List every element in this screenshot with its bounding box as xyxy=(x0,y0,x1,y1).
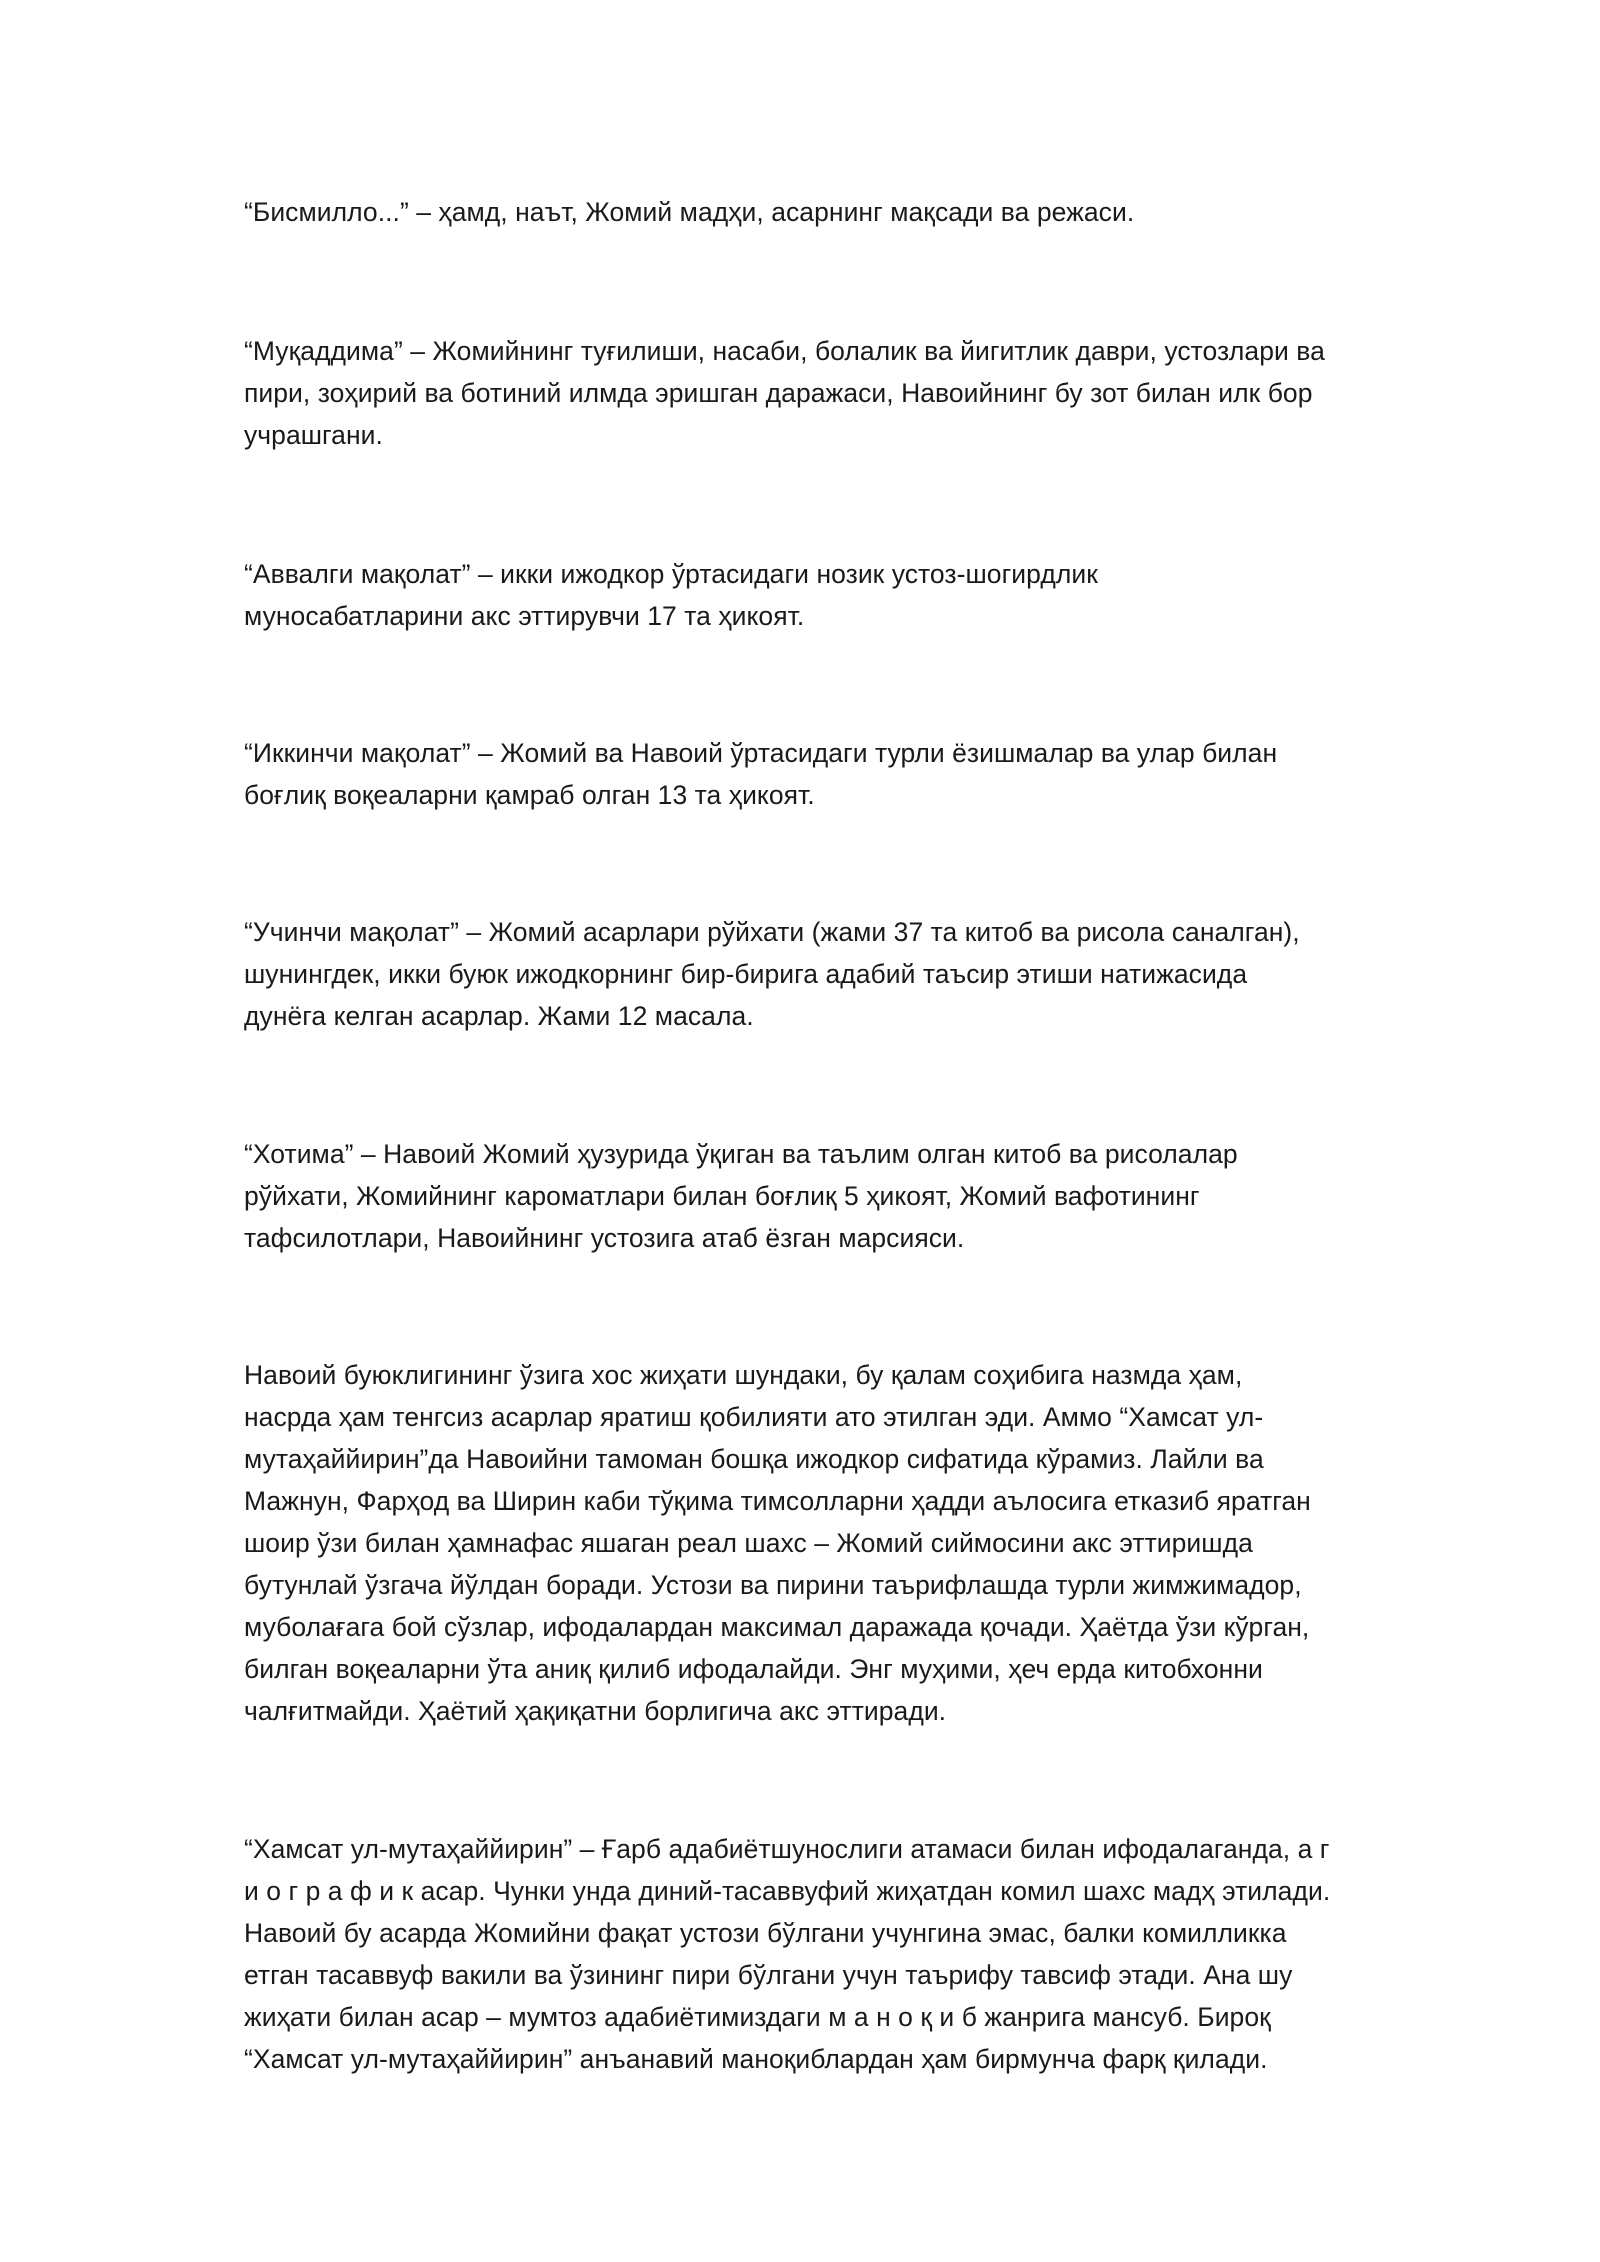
paragraph-muqaddima: “Муқаддима” – Жомийнинг туғилиши, насаби, болалик ва йигитлик даври, устозлари ва пири, зоҳирий ва ботиний илмда эришган даражаси, Навоийнинг бу зот билан илк бор учрашгани. xyxy=(244,336,1325,450)
paragraph-xotima: “Хотима” – Навоий Жомий ҳузурида ўқиган ва таълим олган китоб ва рисолалар рўйхати, Жомийнинг кароматлари билан боғлиқ 5 ҳикоят, Жомий вафотининг тафсилотлари, Навоийнинг устозига атаб ёзган марсияси. xyxy=(244,1139,1238,1253)
paragraph-bismillo: “Бисмилло...” – ҳамд, наът, Жомий мадҳи, асарнинг мақсади ва режаси. xyxy=(244,197,1135,227)
paragraph-avvalgi-maqolat: “Аввалги мақолат” – икки ижодкор ўртасидаги нозик устоз-шогирдлик муносабатларини акс эттирувчи 17 та ҳикоят. xyxy=(244,559,1098,631)
paragraph-ikkinchi-maqolat: “Иккинчи мақолат” – Жомий ва Навоий ўртасидаги турли ёзишмалар ва улар билан боғлиқ воқеаларни қамраб олган 13 та ҳикоят. xyxy=(244,738,1278,810)
paragraph-uchinchi-maqolat: “Учинчи мақолат” – Жомий асарлари рўйхати (жами 37 та китоб ва рисола саналган), шунингдек, икки буюк ижодкорнинг бир-бирига адабий таъсир этиши натижасида дунёга келган асарлар. Жами 12 масала. xyxy=(244,917,1300,1031)
paragraph-navoiy-buyukligi: Навоий буюклигининг ўзига хос жиҳати шундаки, бу қалам соҳибига назмда ҳам, насрда ҳам тенгсиз асарлар яратиш қобилияти ато этилган эди. Аммо “Хамсат ул- мутаҳаййирин”да Навоийни тамоман бошқа ижодкор сифатида кўрамиз. Лайли ва Мажнун, Фарҳод ва Ширин каби тўқима тимсолларни ҳадди аълосига етказиб яратган шоир ўзи билан ҳамнафас яшаган реал шахс – Жомий сиймосини акс эттиришда бутунлай ўзгача йўлдан боради. Устози ва пирини таърифлашда турли жимжимадор, муболағага бой сўзлар, ифодалардан максимал даражада қочади. Ҳаётда ўзи кўрган, билган воқеаларни ўта аниқ қилиб ифодалайди. Энг муҳими, ҳеч ерда китобхонни чалғитмайди. Ҳаётий ҳақиқатни борлигича акс эттиради. xyxy=(244,1360,1311,1726)
paragraph-xamsat-ul-mutahayyirin: “Хамсат ул-мутаҳаййирин” – Ғарб адабиётшунослиги атамаси билан ифодалаганда, а г и о г р а ф и к асар. Чунки унда диний-тасаввуфий жиҳатдан комил шахс мадҳ этилади. Навоий бу асарда Жомийни фақат устози бўлгани учунгина эмас, балки комилликка етган тасаввуф вакили ва ўзининг пири бўлгани учун таърифу тавсиф этади. Ана шу жиҳати билан асар – мумтоз адабиётимиздаги м а н о қ и б жанрига мансуб. Бироқ “Хамсат ул-мутаҳаййирин” анъанавий маноқиблардан ҳам бирмунча фарқ қилади. xyxy=(244,1834,1331,2074)
